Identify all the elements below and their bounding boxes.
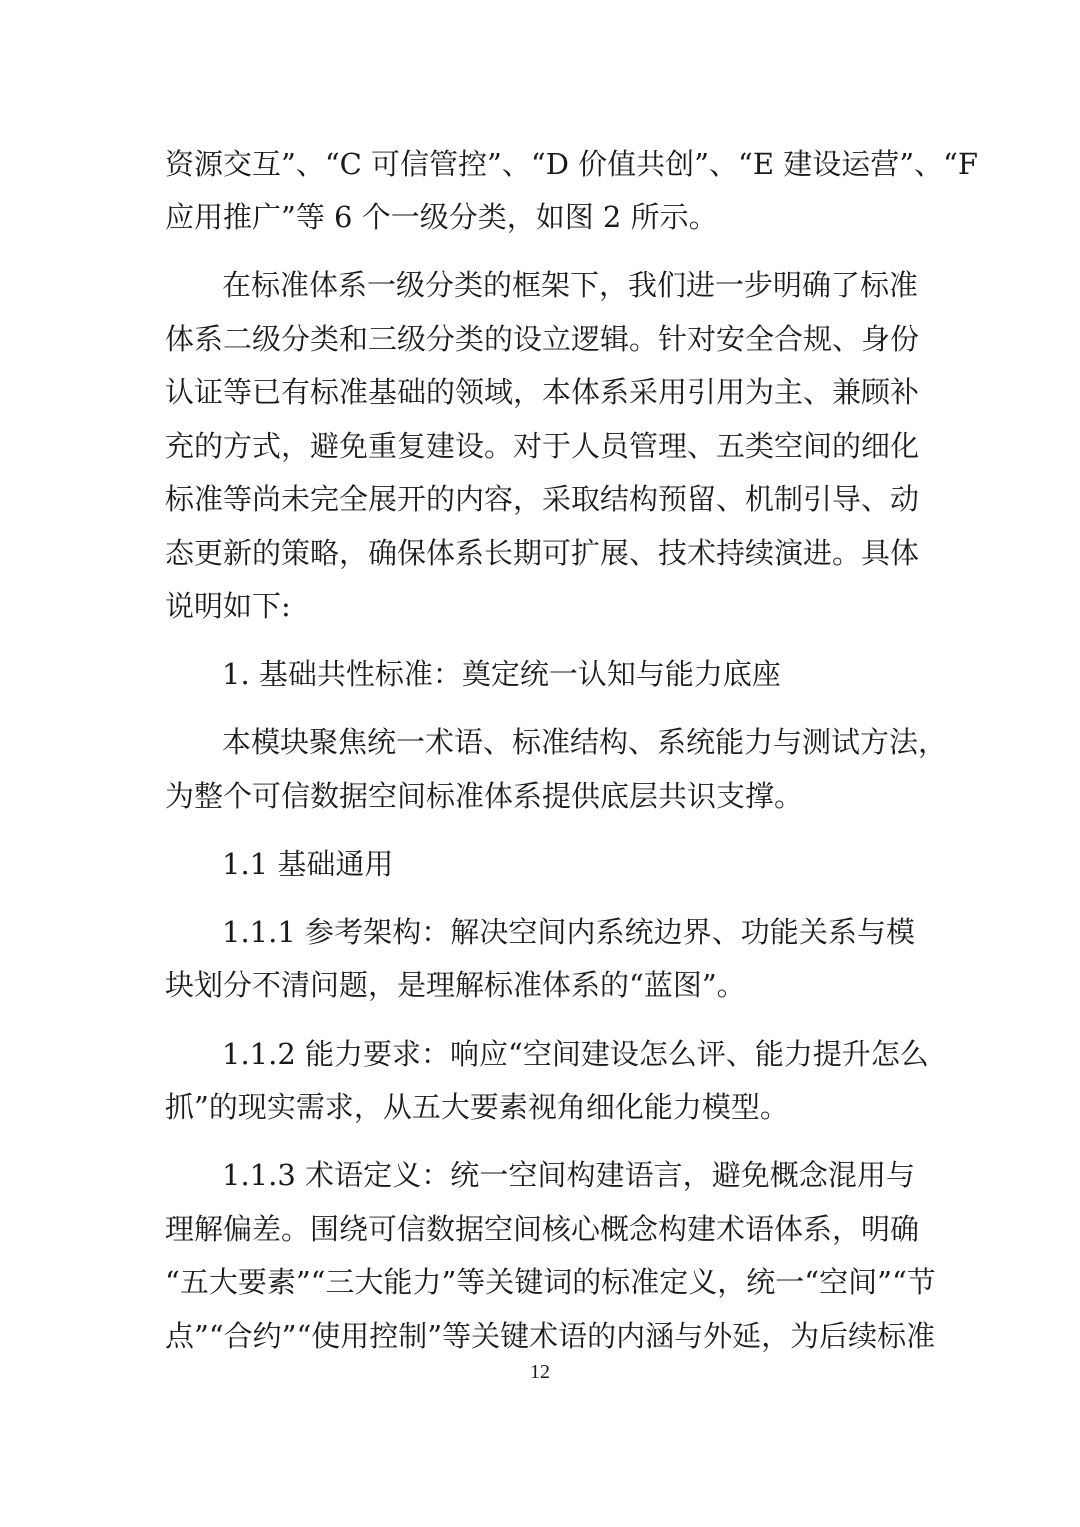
text-line-12: 为整个可信数据空间标准体系提供底层共识支撑。: [165, 779, 804, 813]
text-line-18: 1.1.3 术语定义：统一空间构建语言，避免概念混用与: [222, 1158, 915, 1192]
text-line-7: 标准等尚未完全展开的内容，采取结构预留、机制引导、动: [165, 482, 920, 516]
text-line-3: 在标准体系一级分类的框架下，我们进一步明确了标准: [222, 268, 919, 302]
text-line-4: 体系二级分类和三级分类的设立逻辑。针对安全合规、身份: [165, 322, 920, 356]
text-line-5: 认证等已有标准基础的领域，本体系采用引用为主、兼顾补: [165, 375, 920, 409]
text-line-9: 说明如下:: [165, 589, 291, 623]
text-line-16: 1.1.2 能力要求：响应“空间建设怎么评、能力提升怎么: [222, 1037, 929, 1071]
text-line-17: 抓”的现实需求，从五大要素视角细化能力模型。: [165, 1090, 789, 1124]
text-line-2: 应用推广”等 6 个一级分类，如图 2 所示。: [165, 200, 718, 234]
text-line-8: 态更新的策略，确保体系长期可扩展、技术持续演进。具体: [165, 536, 920, 570]
text-line-15: 块划分不清问题，是理解标准体系的“蓝图”。: [165, 968, 746, 1002]
text-line-19: 理解偏差。围绕可信数据空间核心概念构建术语体系，明确: [165, 1212, 920, 1246]
section-heading-1: 1. 基础共性标准：奠定统一认知与能力底座: [222, 657, 781, 691]
text-line-11: 本模块聚焦统一术语、标准结构、系统能力与测试方法，: [222, 725, 948, 759]
text-line-14: 1.1.1 参考架构：解决空间内系统边界、功能关系与模: [222, 915, 915, 949]
text-line-20: “五大要素”“三大能力”等关键词的标准定义，统一“空间”“节: [165, 1265, 936, 1299]
text-line-6: 充的方式，避免重复建设。对于人员管理、五类空间的细化: [165, 429, 920, 463]
text-line-21: 点”“合约”“使用控制”等关键术语的内涵与外延，为后续标准: [165, 1319, 936, 1353]
subsection-heading-1-1: 1.1 基础通用: [222, 847, 394, 881]
page-number: 12: [530, 1361, 550, 1383]
text-line-1: 资源交互”、“C 可信管控”、“D 价值共创”、“E 建设运营”、“F: [165, 147, 978, 181]
